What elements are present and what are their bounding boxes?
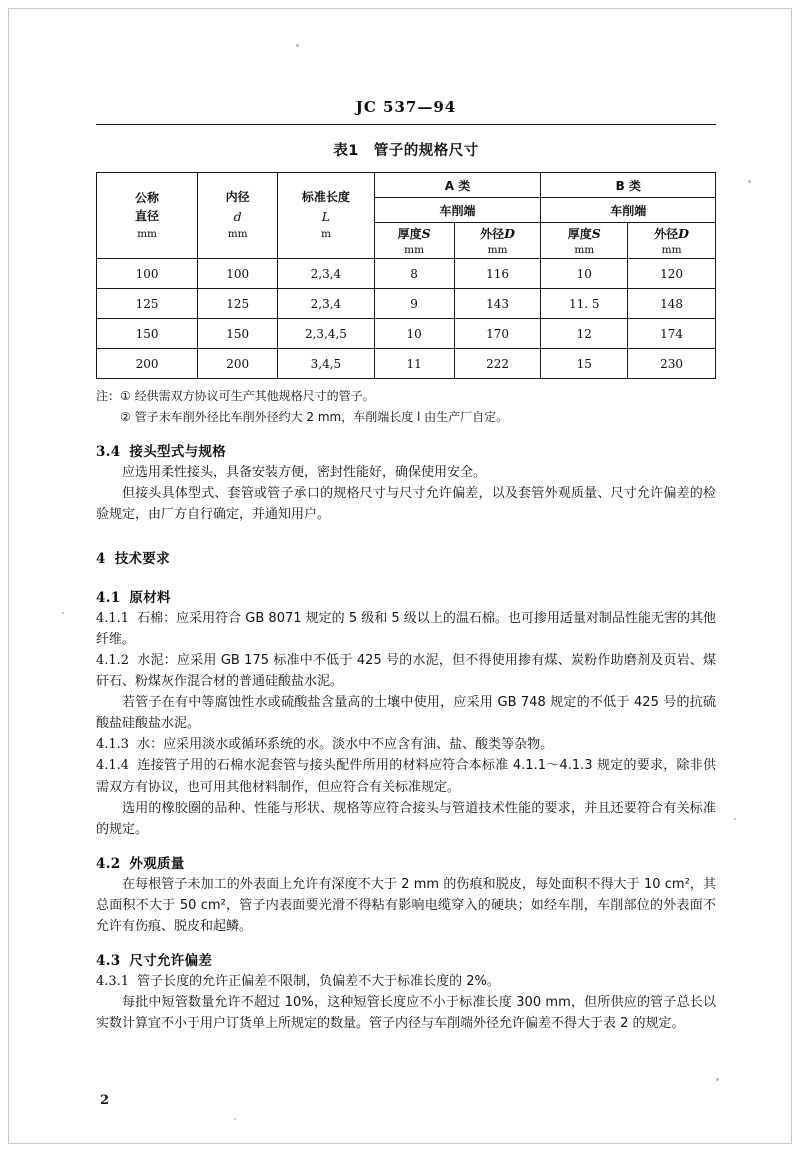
section-heading-4-2 [96, 852, 716, 872]
section-number-4-3: 4.3 [96, 952, 121, 969]
header-rule [96, 124, 716, 125]
clause-number-4-1-2: 4.1.2 [96, 653, 130, 669]
table-head-row-1 [97, 173, 716, 198]
table-note-2: ② 管子未车削外径比车削外径约大 2 mm，车削端长度 l 由生产厂自定。 [120, 410, 509, 424]
paragraph-3-4-2: 但接头具体型式、套管或管子承口的规格尺寸与尺寸允许偏差，以及套管外观质量、尺寸允许偏差的检验规定，由厂方自行确定，并通知用户。 [96, 486, 716, 523]
clause-text-4-1-4: 连接管子用的石棉水泥套管与接头配件所用的材料应符合本标准 4.1.1～4.1.3 规定的要求，除非供需双方有协议，也可用其他材料制作，但应符合有关标准规定。 [96, 758, 716, 795]
section-title-4: 技术要求 [114, 551, 170, 568]
table-row [97, 259, 716, 289]
col-standard-length [278, 173, 374, 259]
section-heading-3-4 [96, 440, 716, 460]
section-heading-4 [96, 547, 716, 567]
clause-4-1-4 [96, 755, 716, 797]
clause-text-4-1-1: 石棉：应采用符合 GB 8071 规定的 5 级和 5 级以上的温石棉。也可掺用适量对制品性能无害的其他纤维。 [96, 611, 716, 648]
page-content [96, 0, 716, 1034]
cell-b-thickness: 12 [541, 319, 628, 349]
col-standard-length-label: 标准长度 [301, 190, 350, 205]
col-a-outer-unit: mm [487, 244, 508, 256]
col-standard-length-unit: m [320, 228, 331, 241]
section-number-4: 4 [96, 551, 106, 568]
clause-text-4-1-2: 水泥：应采用 GB 175 标准中不低于 425 号的水泥，但不得使用掺有煤、炭粉作助磨剂及页岩、煤矸石、粉煤灰作混合材的普通硅酸盐水泥。 [96, 653, 716, 690]
page-number: 2 [100, 1093, 110, 1108]
spacer [96, 569, 716, 574]
cell-standard-length: 2,3,4,5 [278, 319, 374, 349]
col-inner-diameter-label: 内径 [225, 190, 250, 205]
col-inner-diameter-symbol: d [233, 208, 242, 224]
cell-b-outer: 120 [628, 259, 716, 289]
table-caption: 表1 管子的规格尺寸 [333, 143, 479, 159]
col-a-outer-label: 外径 [480, 227, 505, 241]
clause-4-3-1 [96, 971, 716, 992]
cell-standard-length: 2,3,4 [278, 289, 374, 319]
cell-a-thickness: 8 [374, 259, 454, 289]
table-note-1: 注：① 经供需双方协议可生产其他规格尺寸的管子。 [96, 389, 375, 403]
section-number-4-2: 4.2 [96, 855, 121, 872]
section-number-3-4: 3.4 [96, 444, 121, 460]
col-nominal-diameter-unit: mm [137, 227, 157, 240]
cell-a-outer: 170 [454, 319, 541, 349]
clause-text-4-1-3: 水：应采用淡水或循环系统的水。淡水中不应含有油、盐、酸类等杂物。 [137, 737, 554, 753]
cell-a-thickness: 10 [374, 319, 454, 349]
col-b-thickness-symbol: S [591, 226, 601, 241]
scan-speck [748, 180, 751, 183]
section-heading-4-3 [96, 949, 716, 969]
group-class-a: A 类 [374, 173, 541, 198]
cell-a-outer: 116 [454, 259, 541, 289]
cell-nominal-diameter: 100 [97, 259, 198, 289]
cell-standard-length: 3,4,5 [278, 349, 374, 379]
table-row [97, 319, 716, 349]
clause-text-4-3-1: 管子长度的允许正偏差不限制，负偏差不大于标准长度的 2%。 [137, 973, 500, 989]
paragraph-4-1-2b: 若管子在有中等腐蚀性水或硫酸盐含量高的土壤中使用，应采用 GB 748 规定的不低于 425 号的抗硫酸盐硅酸盐水泥。 [96, 695, 716, 732]
paragraph-4-3-2: 每批中短管数量允许不超过 10%，这种短管长度应不小于标准长度 300 mm，但所供应的管子总长以实数计算宜不小于用户订货单上所规定的数量。管子内径与车削端外径允许偏差不得大于表 2 的规定。 [96, 994, 716, 1031]
scan-speck [734, 818, 736, 820]
cell-b-thickness: 10 [541, 259, 628, 289]
cell-nominal-diameter: 150 [97, 319, 198, 349]
clause-4-1-3 [96, 734, 716, 755]
table-row [97, 349, 716, 379]
section-number-4-1: 4.1 [96, 590, 121, 607]
col-a-thickness-unit: mm [404, 244, 425, 256]
cell-a-thickness: 9 [374, 289, 454, 319]
cell-b-outer: 148 [628, 289, 716, 319]
pipe-spec-table [96, 172, 716, 379]
cell-inner-diameter: 125 [198, 289, 278, 319]
col-nominal-diameter [97, 173, 198, 259]
cell-inner-diameter: 150 [198, 319, 278, 349]
scan-speck [62, 612, 64, 614]
section-title-4-1: 原材料 [129, 590, 171, 607]
col-b-outer-diameter [628, 223, 716, 259]
col-nominal-diameter-line2: 直径 [135, 209, 160, 224]
col-b-thickness [541, 223, 628, 259]
col-a-thickness-symbol: S [421, 226, 431, 241]
clause-number-4-1-1: 4.1.1 [96, 611, 130, 627]
table-body [97, 259, 716, 379]
table-head [97, 173, 716, 259]
cell-b-outer: 174 [628, 319, 716, 349]
col-a-thickness [374, 223, 454, 259]
cell-b-thickness: 15 [541, 349, 628, 379]
section-heading-4-1 [96, 586, 716, 606]
col-inner-diameter [198, 173, 278, 259]
col-b-outer-unit: mm [661, 244, 682, 256]
paragraph-4-1-4b: 选用的橡胶圈的品种、性能与形状、规格等应符合接头与管道技术性能的要求，并且还要符合有关标准的规定。 [96, 800, 716, 837]
col-b-thickness-unit: mm [574, 244, 595, 256]
col-b-thickness-label: 厚度 [567, 227, 592, 241]
standard-code: JC 537—94 [355, 98, 457, 116]
clause-4-1-1 [96, 608, 716, 650]
cell-b-thickness: 11. 5 [541, 289, 628, 319]
col-a-outer-symbol: D [504, 226, 515, 241]
scan-speck [716, 1078, 719, 1081]
cell-inner-diameter: 200 [198, 349, 278, 379]
section-title-4-2: 外观质量 [129, 855, 185, 872]
col-standard-length-symbol: L [321, 208, 331, 224]
clause-number-4-1-4: 4.1.4 [96, 758, 130, 774]
cell-a-outer: 222 [454, 349, 541, 379]
paragraph-4-2: 在每根管子未加工的外表面上允许有深度不大于 2 mm 的伤痕和脱皮，每处面积不得大于 10 cm²，其总面积不大于 50 cm²，管子内表面要光滑不得粘有影响电缆穿入的硬块；如经车削，车削部位的外表面不允许有伤痕、脱皮和起鳞。 [96, 876, 716, 934]
cell-a-thickness: 11 [374, 349, 454, 379]
section-title-4-3: 尺寸允许偏差 [129, 952, 213, 969]
col-b-outer-symbol: D [678, 226, 689, 241]
cell-inner-diameter: 100 [198, 259, 278, 289]
paragraph-3-4-1: 应选用柔性接头，具备安装方便，密封性能好，确保使用安全。 [122, 465, 487, 480]
spacer [96, 525, 716, 535]
col-nominal-diameter-line1: 公称 [135, 190, 160, 205]
cell-standard-length: 2,3,4 [278, 259, 374, 289]
table-notes [96, 386, 716, 428]
scan-speck [234, 1118, 236, 1120]
section-title-3-4: 接头型式与规格 [129, 444, 226, 460]
clause-4-1-2 [96, 650, 716, 692]
cell-a-outer: 143 [454, 289, 541, 319]
group-machined-end-a: 车削端 [374, 198, 541, 223]
col-a-thickness-label: 厚度 [397, 227, 422, 241]
clause-number-4-3-1: 4.3.1 [96, 973, 130, 989]
col-a-outer-diameter [454, 223, 541, 259]
group-class-b: B 类 [541, 173, 716, 198]
table-row [97, 289, 716, 319]
clause-number-4-1-3: 4.1.3 [96, 737, 130, 753]
cell-nominal-diameter: 125 [97, 289, 198, 319]
col-b-outer-label: 外径 [654, 227, 679, 241]
cell-nominal-diameter: 200 [97, 349, 198, 379]
group-machined-end-b: 车削端 [541, 198, 716, 223]
col-inner-diameter-unit: mm [227, 228, 248, 241]
cell-b-outer: 230 [628, 349, 716, 379]
